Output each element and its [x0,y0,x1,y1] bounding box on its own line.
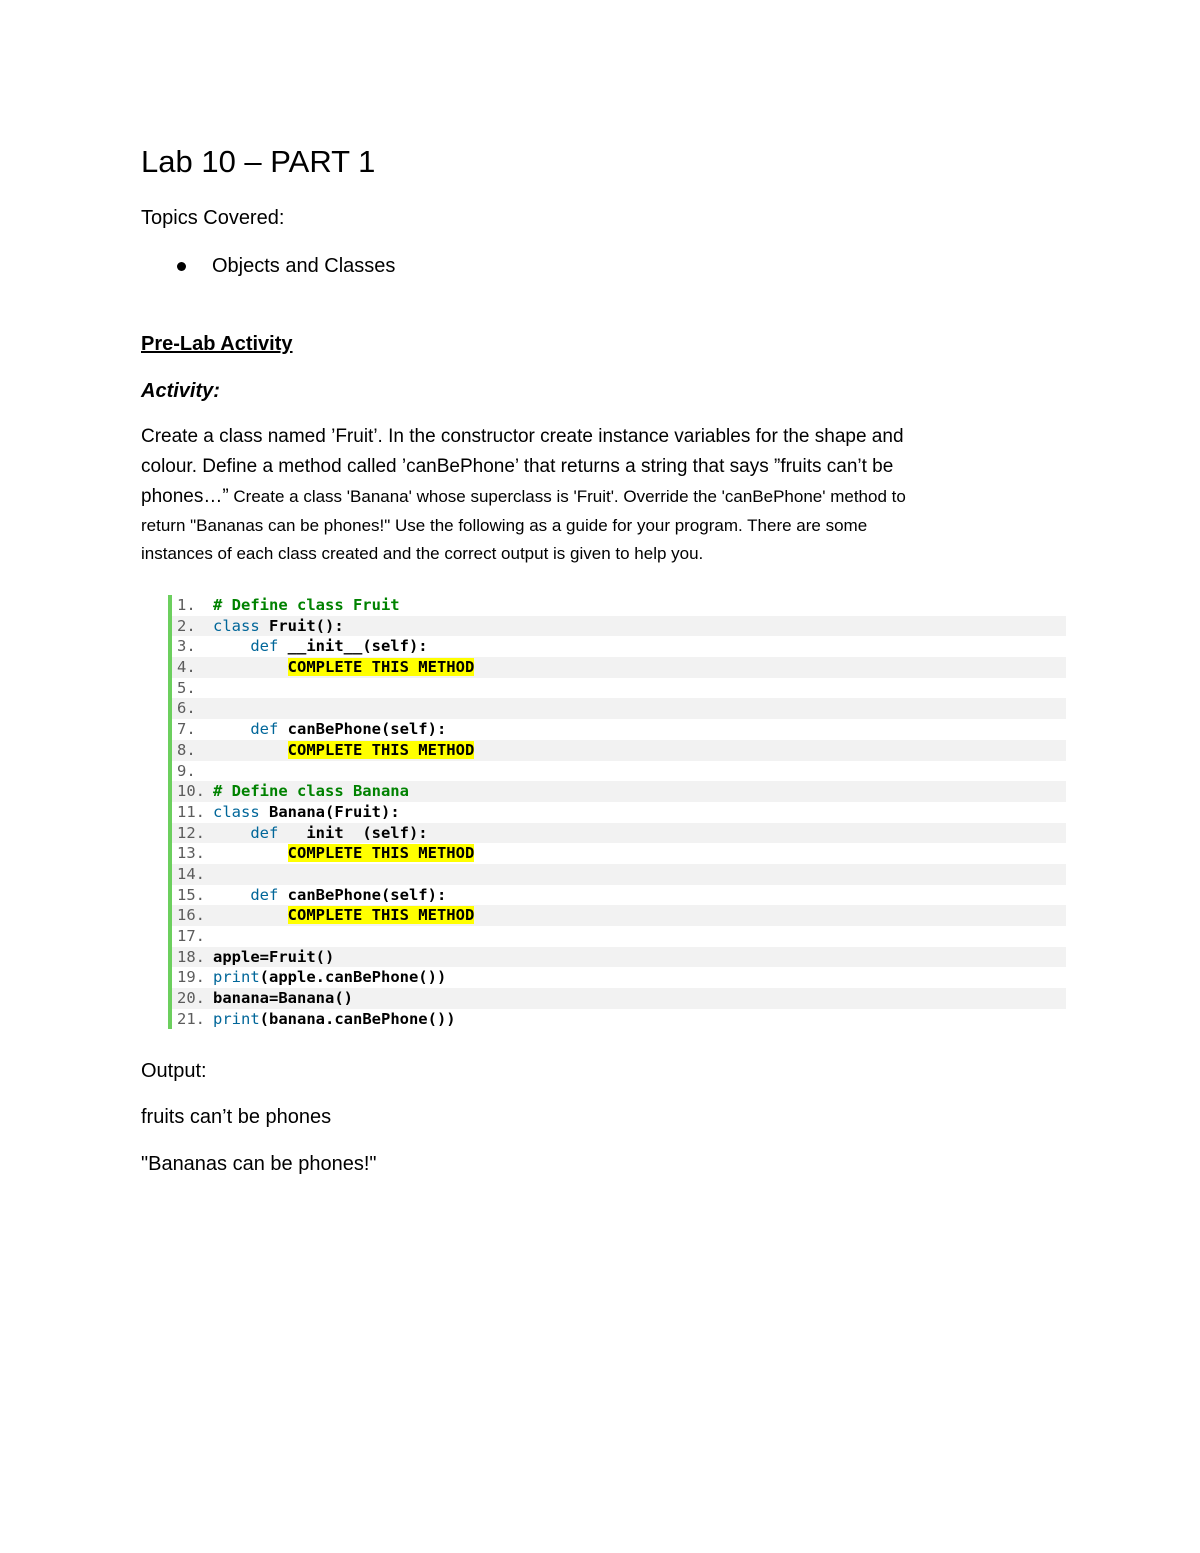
line-number: 15. [177,885,205,904]
code-line [172,843,1066,864]
line-number: 14. [177,864,205,883]
code-text: init (self): [278,823,428,842]
line-number: 13. [177,844,205,863]
code-listing [168,595,1066,1029]
code-line [172,761,1066,782]
page-title: Lab 10 – PART 1 [141,144,376,179]
line-number: 18. [177,947,205,966]
paragraph-line: colour. Define a method called ’canBePhone’ that returns a string that says ”fruits can’t be [141,456,894,477]
line-number: 17. [177,927,205,945]
code-text: banana=Banana() [213,989,353,1008]
paragraph-line: return "Bananas can be phones!" Use the following as a guide for your program. There are some [141,516,868,535]
topic-text: Objects and Classes [212,255,396,277]
placeholder-highlight: COMPLETE THIS METHOD [287,658,475,677]
code-line [172,616,1066,637]
code-text: Fruit(): [259,616,344,635]
code-text: __init__(self): [278,637,428,656]
activity-label: Activity: [141,380,220,402]
code-line [172,905,1066,926]
paragraph-line [141,482,1041,512]
code-keyword: print [213,968,260,987]
code-keyword: class [213,616,260,635]
code-line [172,781,1066,802]
code-line [172,678,1066,699]
line-number: 4. [177,658,196,677]
line-number: 16. [177,906,205,925]
placeholder-highlight: COMPLETE THIS METHOD [287,844,475,863]
placeholder-highlight: COMPLETE THIS METHOD [287,740,475,759]
paragraph-line: instances of each class created and the correct output is given to help you. [141,544,704,563]
code-keyword: def [250,885,279,904]
line-number: 11. [177,802,205,821]
code-comment: # Define class Fruit [213,596,400,614]
paragraph-line: Create a class named ’Fruit’. In the constructor create instance variables for the shape and [141,426,904,447]
code-text: canBePhone(self): [278,885,447,904]
list-item [141,252,395,280]
output-line: fruits can’t be phones [141,1106,332,1128]
line-number: 7. [177,720,196,739]
output-line: "Bananas can be phones!" [141,1153,377,1175]
line-number: 19. [177,968,205,987]
code-keyword: class [213,802,260,821]
topics-list [141,252,395,280]
line-number: 20. [177,989,205,1008]
code-text: (banana.canBePhone()) [259,1009,456,1028]
line-number: 10. [177,782,205,801]
line-number: 2. [177,616,196,635]
topics-label: Topics Covered: [141,207,285,229]
line-number: 12. [177,823,205,842]
paragraph-text: Create a class 'Banana' whose superclass is 'Fruit'. Override the 'canBePhone' method to [228,487,906,506]
code-line [172,595,1066,616]
line-number: 21. [177,1009,205,1028]
code-line [172,988,1066,1009]
code-line [172,967,1066,988]
line-number: 6. [177,699,196,718]
line-number: 9. [177,761,196,780]
code-comment: # Define class Banana [213,782,409,801]
code-line [172,698,1066,719]
code-text: (apple.canBePhone()) [259,968,447,987]
code-keyword: def [250,637,279,656]
code-line [172,719,1066,740]
code-text: apple=Fruit() [213,947,335,966]
placeholder-highlight: COMPLETE THIS METHOD [287,906,475,925]
line-number: 5. [177,678,196,697]
activity-description [141,422,1041,568]
code-text: canBePhone(self): [278,720,447,739]
code-keyword: def [250,823,279,842]
code-line [172,1009,1066,1030]
output-label: Output: [141,1060,207,1082]
line-number: 8. [177,740,196,759]
code-line [172,885,1066,906]
code-line [172,802,1066,823]
code-line [172,947,1066,968]
code-line [172,823,1066,844]
code-line [172,636,1066,657]
bullet-icon [177,262,186,271]
code-line [172,740,1066,761]
section-heading: Pre-Lab Activity [141,333,293,355]
line-number: 1. [177,596,196,614]
line-number: 3. [177,637,196,656]
code-line [172,864,1066,885]
code-line [172,657,1066,678]
code-line [172,926,1066,947]
code-text: Banana(Fruit): [259,802,400,821]
paragraph-text: phones…” [141,486,229,507]
code-keyword: print [213,1009,260,1028]
code-keyword: def [250,720,279,739]
